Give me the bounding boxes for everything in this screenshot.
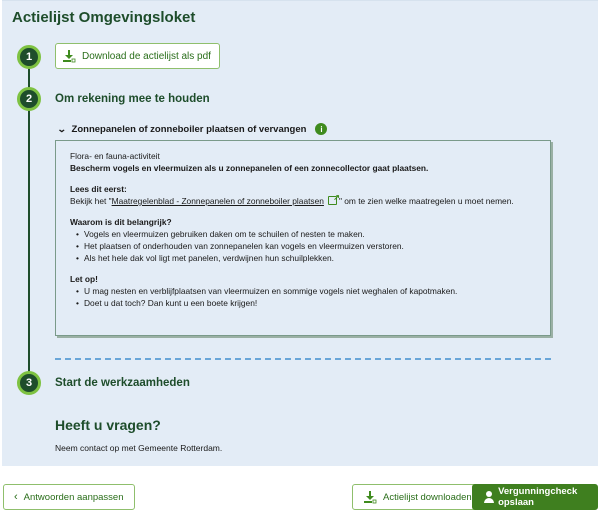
attention-label: Let op! (70, 274, 98, 284)
edit-answers-button[interactable] (3, 484, 135, 510)
maatregelenblad-link[interactable]: Maatregelenblad - Zonnepanelen of zonneboiler plaatsen (111, 196, 324, 206)
info-icon[interactable]: i (315, 123, 327, 135)
why-label: Waarom is dit belangrijk? (70, 217, 172, 227)
why-list (70, 228, 536, 264)
save-check-button[interactable] (472, 484, 598, 510)
read-first-suffix: " om te zien welke maatregelen u moet nemen. (338, 196, 514, 206)
download-icon (62, 49, 76, 63)
list-item: • Doet u dat toch? Dan kunt u een boete krijgen! (76, 297, 536, 309)
list-item: • Vogels en vleermuizen gebruiken daken om te schuilen of nesten te maken. (76, 228, 536, 240)
chevron-down-icon: ⌄ (56, 123, 67, 134)
page-title: Actielijst Omgevingsloket (12, 9, 196, 26)
user-icon (483, 491, 492, 503)
read-first-text (70, 195, 536, 207)
accordion-title: Zonnepanelen of zonneboiler plaatsen of vervangen (71, 123, 307, 135)
step-2-title: Om rekening mee te houden (55, 93, 210, 105)
attention-list (70, 285, 536, 309)
headline: Bescherm vogels en vleermuizen als u zonnepanelen of een zonnecollector gaat plaatsen. (70, 163, 429, 173)
read-first-prefix: Bekijk het " (70, 196, 112, 206)
step-3-badge: 3 (17, 371, 41, 395)
list-item: • Het plaatsen of onderhouden van zonnepanelen kan vogels en vleermuizen verstoren. (76, 240, 536, 252)
step-1-badge: 1 (17, 45, 41, 69)
download-actionlist-button[interactable] (352, 484, 483, 510)
edit-answers-label: Antwoorden aanpassen (23, 491, 124, 503)
download-pdf-button[interactable] (55, 43, 220, 69)
download-icon (363, 490, 377, 504)
dashed-divider (55, 358, 551, 360)
action-list-panel (2, 0, 598, 466)
step-2-badge: 2 (17, 87, 41, 111)
download-actionlist-label: Actielijst downloaden (383, 491, 472, 503)
accordion-toggle[interactable] (58, 123, 327, 135)
category-label: Flora- en fauna-activiteit (70, 151, 160, 161)
questions-title: Heeft u vragen? (55, 417, 161, 433)
accordion-content (55, 140, 551, 336)
read-first-label: Lees dit eerst: (70, 184, 127, 194)
save-check-label: Vergunningcheck opslaan (498, 486, 578, 508)
chevron-left-icon: ‹ (14, 491, 18, 503)
list-item: • U mag nesten en verblijfplaatsen van vleermuizen en sommige vogels niet weghalen of kapotmaken. (76, 285, 536, 297)
list-item: • Als het hele dak vol ligt met panelen, verdwijnen hun schuilplekken. (76, 252, 536, 264)
questions-text: Neem contact op met Gemeente Rotterdam. (55, 443, 223, 453)
download-pdf-label: Download de actielijst als pdf (82, 50, 211, 62)
step-3-title: Start de werkzaamheden (55, 377, 190, 389)
external-link-icon (328, 196, 337, 205)
